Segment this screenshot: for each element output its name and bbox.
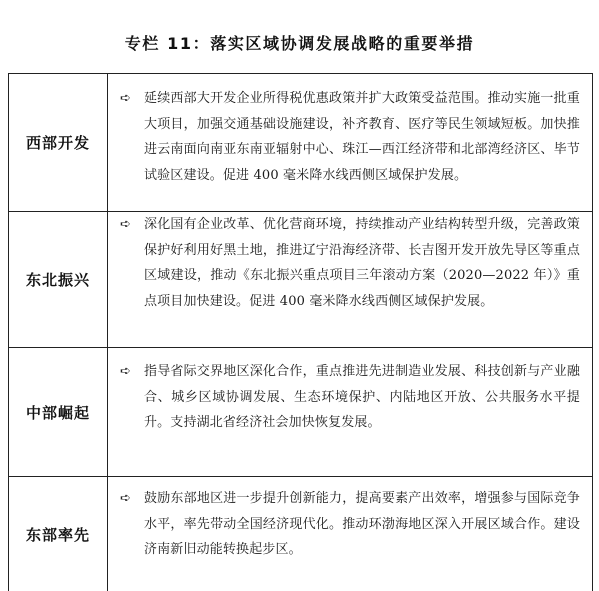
row-content-east bbox=[108, 477, 592, 591]
arrow-bullet-icon: ➪ bbox=[120, 91, 131, 106]
arrow-bullet-icon: ➪ bbox=[120, 491, 131, 506]
row-text-west: 延续西部大开发企业所得税优惠政策并扩大政策受益范围。推动实施一批重大项目，加强交通基础设施建设，补齐教育、医疗等民生领域短板。加快推进云南面向南亚东南亚辐射中心、珠江—西江经济带和北部湾经济区、毕节试验区建设。促进 400 毫米降水线西侧区域保护发展。 bbox=[144, 91, 580, 183]
row-label-northeast: 东北振兴 bbox=[9, 212, 108, 347]
row-text-east: 鼓励东部地区进一步提升创新能力，提高要素产出效率，增强参与国际竞争水平，率先带动全国经济现代化。推动环渤海地区深入开展区域合作。建设济南新旧动能转换起步区。 bbox=[144, 491, 580, 558]
arrow-bullet-icon: ➪ bbox=[120, 364, 131, 379]
row-label-east: 东部率先 bbox=[9, 477, 108, 591]
row-content-northeast bbox=[108, 212, 592, 347]
row-text-northeast: 深化国有企业改革、优化营商环境，持续推动产业结构转型升级，完善政策保护好利用好黑土地，推进辽宁沿海经济带、长吉图开发开放先导区等重点区域建设，推动《东北振兴重点项目三年滚动方案（2020—2022 年）》重点项目加快建设。促进 400 毫米降水线西侧区域保护发展。 bbox=[144, 217, 580, 309]
measures-table bbox=[8, 73, 593, 591]
row-content-west bbox=[108, 74, 592, 211]
row-text-central: 指导省际交界地区深化合作，重点推进先进制造业发展、科技创新与产业融合、城乡区域协调发展、生态环境保护、内陆地区开放、公共服务水平提升。支持湖北省经济社会加快恢复发展。 bbox=[144, 364, 580, 431]
row-content-central bbox=[108, 348, 592, 476]
arrow-bullet-icon: ➪ bbox=[120, 217, 131, 232]
row-label-central: 中部崛起 bbox=[9, 348, 108, 476]
table-row-northeast bbox=[9, 212, 592, 348]
column-title: 专栏 11：落实区域协调发展战略的重要举措 bbox=[124, 34, 475, 53]
table-row-west bbox=[9, 74, 592, 212]
table-row-east bbox=[9, 477, 592, 591]
row-label-west: 西部开发 bbox=[9, 74, 108, 211]
table-row-central bbox=[9, 348, 592, 477]
